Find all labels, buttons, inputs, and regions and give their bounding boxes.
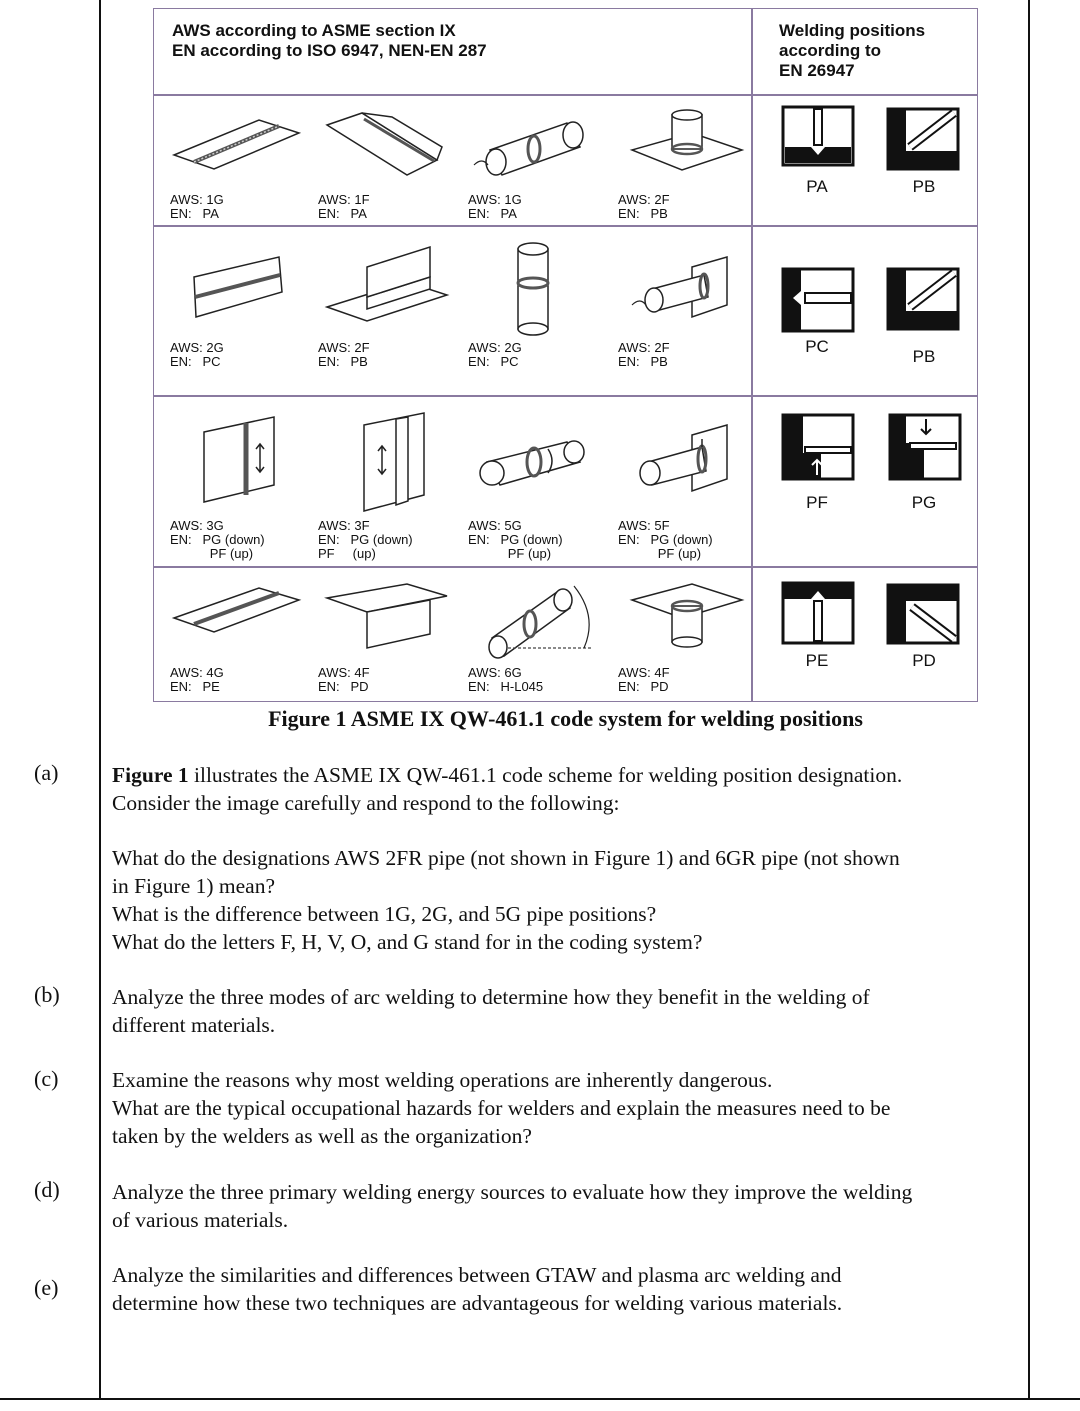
question-a (112, 761, 1017, 956)
en-code: EN: PC (468, 354, 519, 369)
weld-cell-pipe-1g (452, 97, 602, 227)
en-code: EN: PG (down) (618, 532, 713, 547)
weld-cell-fillet-1f (302, 97, 452, 227)
horizontal-plate-groove-icon (164, 237, 304, 327)
header-right-line: EN 26947 (779, 61, 855, 80)
position-code: PE (805, 651, 829, 670)
aws-code: AWS: 2G (170, 340, 224, 355)
position-symbol-pc (777, 265, 857, 356)
position-symbol-pb (884, 105, 964, 196)
question-a-line: What do the designations AWS 2FR pipe (not shown in Figure 1) and 6GR pipe (not shown (112, 846, 900, 870)
figure-caption: Figure 1 ASME IX QW-461.1 code system for welding positions (268, 706, 863, 731)
table-border-left (99, 0, 101, 1400)
en-code: EN: PA (170, 206, 219, 221)
vertical-pipe-icon (462, 237, 602, 337)
question-a-line (112, 761, 1017, 789)
overhead-pipe-on-plate-icon (612, 578, 752, 658)
question-a-text: illustrates the ASME IX QW-461.1 code scheme for welding position designation. (188, 763, 903, 787)
overhead-fillet-icon (312, 578, 452, 658)
weld-cell-fillet-3f (302, 399, 452, 561)
question-a-label: (a) (34, 760, 59, 785)
question-c-line: What are the typical occupational hazards for welders and explain the measures need to be (112, 1096, 891, 1120)
table-border-right (1028, 0, 1030, 1400)
figure-row-divider (154, 566, 977, 568)
question-a-line: in Figure 1) mean? (112, 874, 275, 898)
position-code: PC (805, 337, 829, 356)
aws-code: AWS: 2G (468, 340, 522, 355)
question-c-line: Examine the reasons why most welding operations are inherently dangerous. (112, 1068, 773, 1092)
en-code: EN: PA (468, 206, 517, 221)
question-d-line: Analyze the three primary welding energy sources to evaluate how they improve the welding (112, 1180, 913, 1204)
aws-code: AWS: 2F (318, 340, 370, 355)
aws-code: AWS: 3F (318, 518, 370, 533)
fixed-pipe-on-wall-icon (612, 407, 752, 507)
weld-cell-pipe-2f (602, 97, 752, 227)
vertical-plate-groove-icon (164, 407, 304, 507)
header-left-line: EN according to ISO 6947, NEN-EN 287 (172, 41, 487, 60)
fillet-trough-icon (312, 105, 452, 185)
en-code-up: PF (up) (318, 546, 376, 561)
position-symbol-pg (884, 413, 964, 512)
en-code: EN: PD (618, 679, 669, 694)
question-c-label: (c) (34, 1066, 59, 1091)
en-code: EN: PC (170, 354, 221, 369)
figure-row-divider (154, 94, 977, 96)
horizontal-pipe-on-wall-icon (612, 237, 752, 327)
aws-code: AWS: 4F (618, 665, 670, 680)
en-code: EN: PA (318, 206, 367, 221)
aws-code: AWS: 2F (618, 340, 670, 355)
question-a-line: What do the letters F, H, V, O, and G stand for in the coding system? (112, 930, 703, 954)
tee-fillet-icon (312, 237, 452, 327)
position-symbol-pd (884, 579, 964, 670)
fixed-horizontal-pipe-icon (462, 407, 602, 507)
en-code: EN: PG (down) (468, 532, 563, 547)
aws-code: AWS: 5G (468, 518, 522, 533)
question-a-line: Consider the image carefully and respond to the following: (112, 791, 620, 815)
weld-cell-pipe-4f (602, 570, 752, 700)
position-symbol-pb (884, 265, 964, 366)
weld-cell-pipe-5g (452, 399, 602, 561)
aws-code: AWS: 1F (318, 192, 370, 207)
weld-cell-pipe-2g (452, 229, 602, 369)
weld-cell-fillet-2f (302, 229, 452, 369)
welding-positions-figure (153, 8, 978, 702)
aws-code: AWS: 3G (170, 518, 224, 533)
figure-header-left (172, 21, 487, 61)
en-code: EN: PE (170, 679, 220, 694)
horizontal-position-icon (777, 265, 857, 335)
weld-cell-plate-3g (154, 399, 304, 561)
overhead-plate-groove-icon (164, 578, 304, 658)
question-d-label: (d) (34, 1177, 60, 1202)
flat-plate-groove-icon (164, 105, 304, 185)
position-code: PD (912, 651, 936, 670)
aws-code: AWS: 2F (618, 192, 670, 207)
vertical-down-position-icon (884, 413, 964, 483)
aws-code: AWS: 1G (170, 192, 224, 207)
table-border-bottom (0, 1398, 1080, 1400)
header-right-line: Welding positions (779, 21, 926, 40)
horizontal-vertical-position-icon (884, 105, 964, 175)
header-left-line: AWS according to ASME section IX (172, 21, 456, 40)
question-d (112, 1178, 1017, 1234)
position-code: PG (911, 493, 937, 512)
position-code: PF (806, 493, 828, 512)
question-b-line: Analyze the three modes of arc welding to determine how they benefit in the welding of (112, 985, 870, 1009)
en-code-up: PF (up) (170, 546, 254, 561)
figure-row-divider (154, 395, 977, 397)
weld-cell-fillet-4f (302, 570, 452, 700)
weld-cell-plate-4g (154, 570, 304, 700)
inclined-pipe-icon (462, 578, 602, 668)
en-code: EN: PD (318, 679, 369, 694)
en-code: EN: PB (618, 206, 668, 221)
figure-reference: Figure 1 (112, 763, 189, 787)
en-code: EN: PB (318, 354, 368, 369)
aws-code: AWS: 6G (468, 665, 522, 680)
question-e-line: Analyze the similarities and differences between GTAW and plasma arc welding and (112, 1263, 842, 1287)
position-code: PA (806, 177, 828, 196)
weld-cell-pipe-5f (602, 399, 752, 561)
aws-code: AWS: 1G (468, 192, 522, 207)
position-code: PB (912, 177, 936, 196)
en-code: EN: PG (down) (170, 532, 265, 547)
position-symbol-pe (777, 579, 857, 670)
position-symbol-pa (777, 105, 857, 196)
question-e (112, 1261, 1017, 1317)
horizontal-overhead-position-icon (884, 579, 964, 649)
aws-code: AWS: 4F (318, 665, 370, 680)
flat-position-icon (777, 105, 857, 175)
weld-cell-plate-1g (154, 97, 304, 227)
aws-code: AWS: 4G (170, 665, 224, 680)
question-b-label: (b) (34, 982, 60, 1007)
weld-cell-plate-2g (154, 229, 304, 369)
question-b (112, 983, 1017, 1039)
en-code-up: PF (up) (618, 546, 702, 561)
en-code: EN: H-L045 (468, 679, 544, 694)
question-a-line: What is the difference between 1G, 2G, and 5G pipe positions? (112, 902, 657, 926)
horizontal-vertical-position-icon (884, 265, 964, 335)
question-e-label: (e) (34, 1275, 59, 1300)
question-d-line: of various materials. (112, 1208, 289, 1232)
vertical-up-position-icon (777, 413, 857, 483)
en-code-up: PF (up) (468, 546, 552, 561)
header-right-line: according to (779, 41, 882, 60)
weld-cell-pipe-2f-wall (602, 229, 752, 369)
aws-code: AWS: 5F (618, 518, 670, 533)
position-code: PB (912, 347, 936, 366)
question-e-line: determine how these two techniques are advantageous for welding various materials. (112, 1291, 843, 1315)
en-code: EN: PG (down) (318, 532, 413, 547)
question-b-line: different materials. (112, 1013, 276, 1037)
rotated-pipe-icon (462, 105, 602, 185)
overhead-position-icon (777, 579, 857, 649)
vertical-fillet-icon (312, 407, 452, 517)
figure-header-right (779, 21, 925, 81)
vertical-pipe-on-plate-icon (612, 105, 752, 185)
question-c-line: taken by the welders as well as the organization? (112, 1124, 532, 1148)
weld-cell-pipe-6g (452, 570, 602, 700)
en-code: EN: PB (618, 354, 668, 369)
question-c (112, 1066, 1017, 1150)
position-symbol-pf (777, 413, 857, 512)
